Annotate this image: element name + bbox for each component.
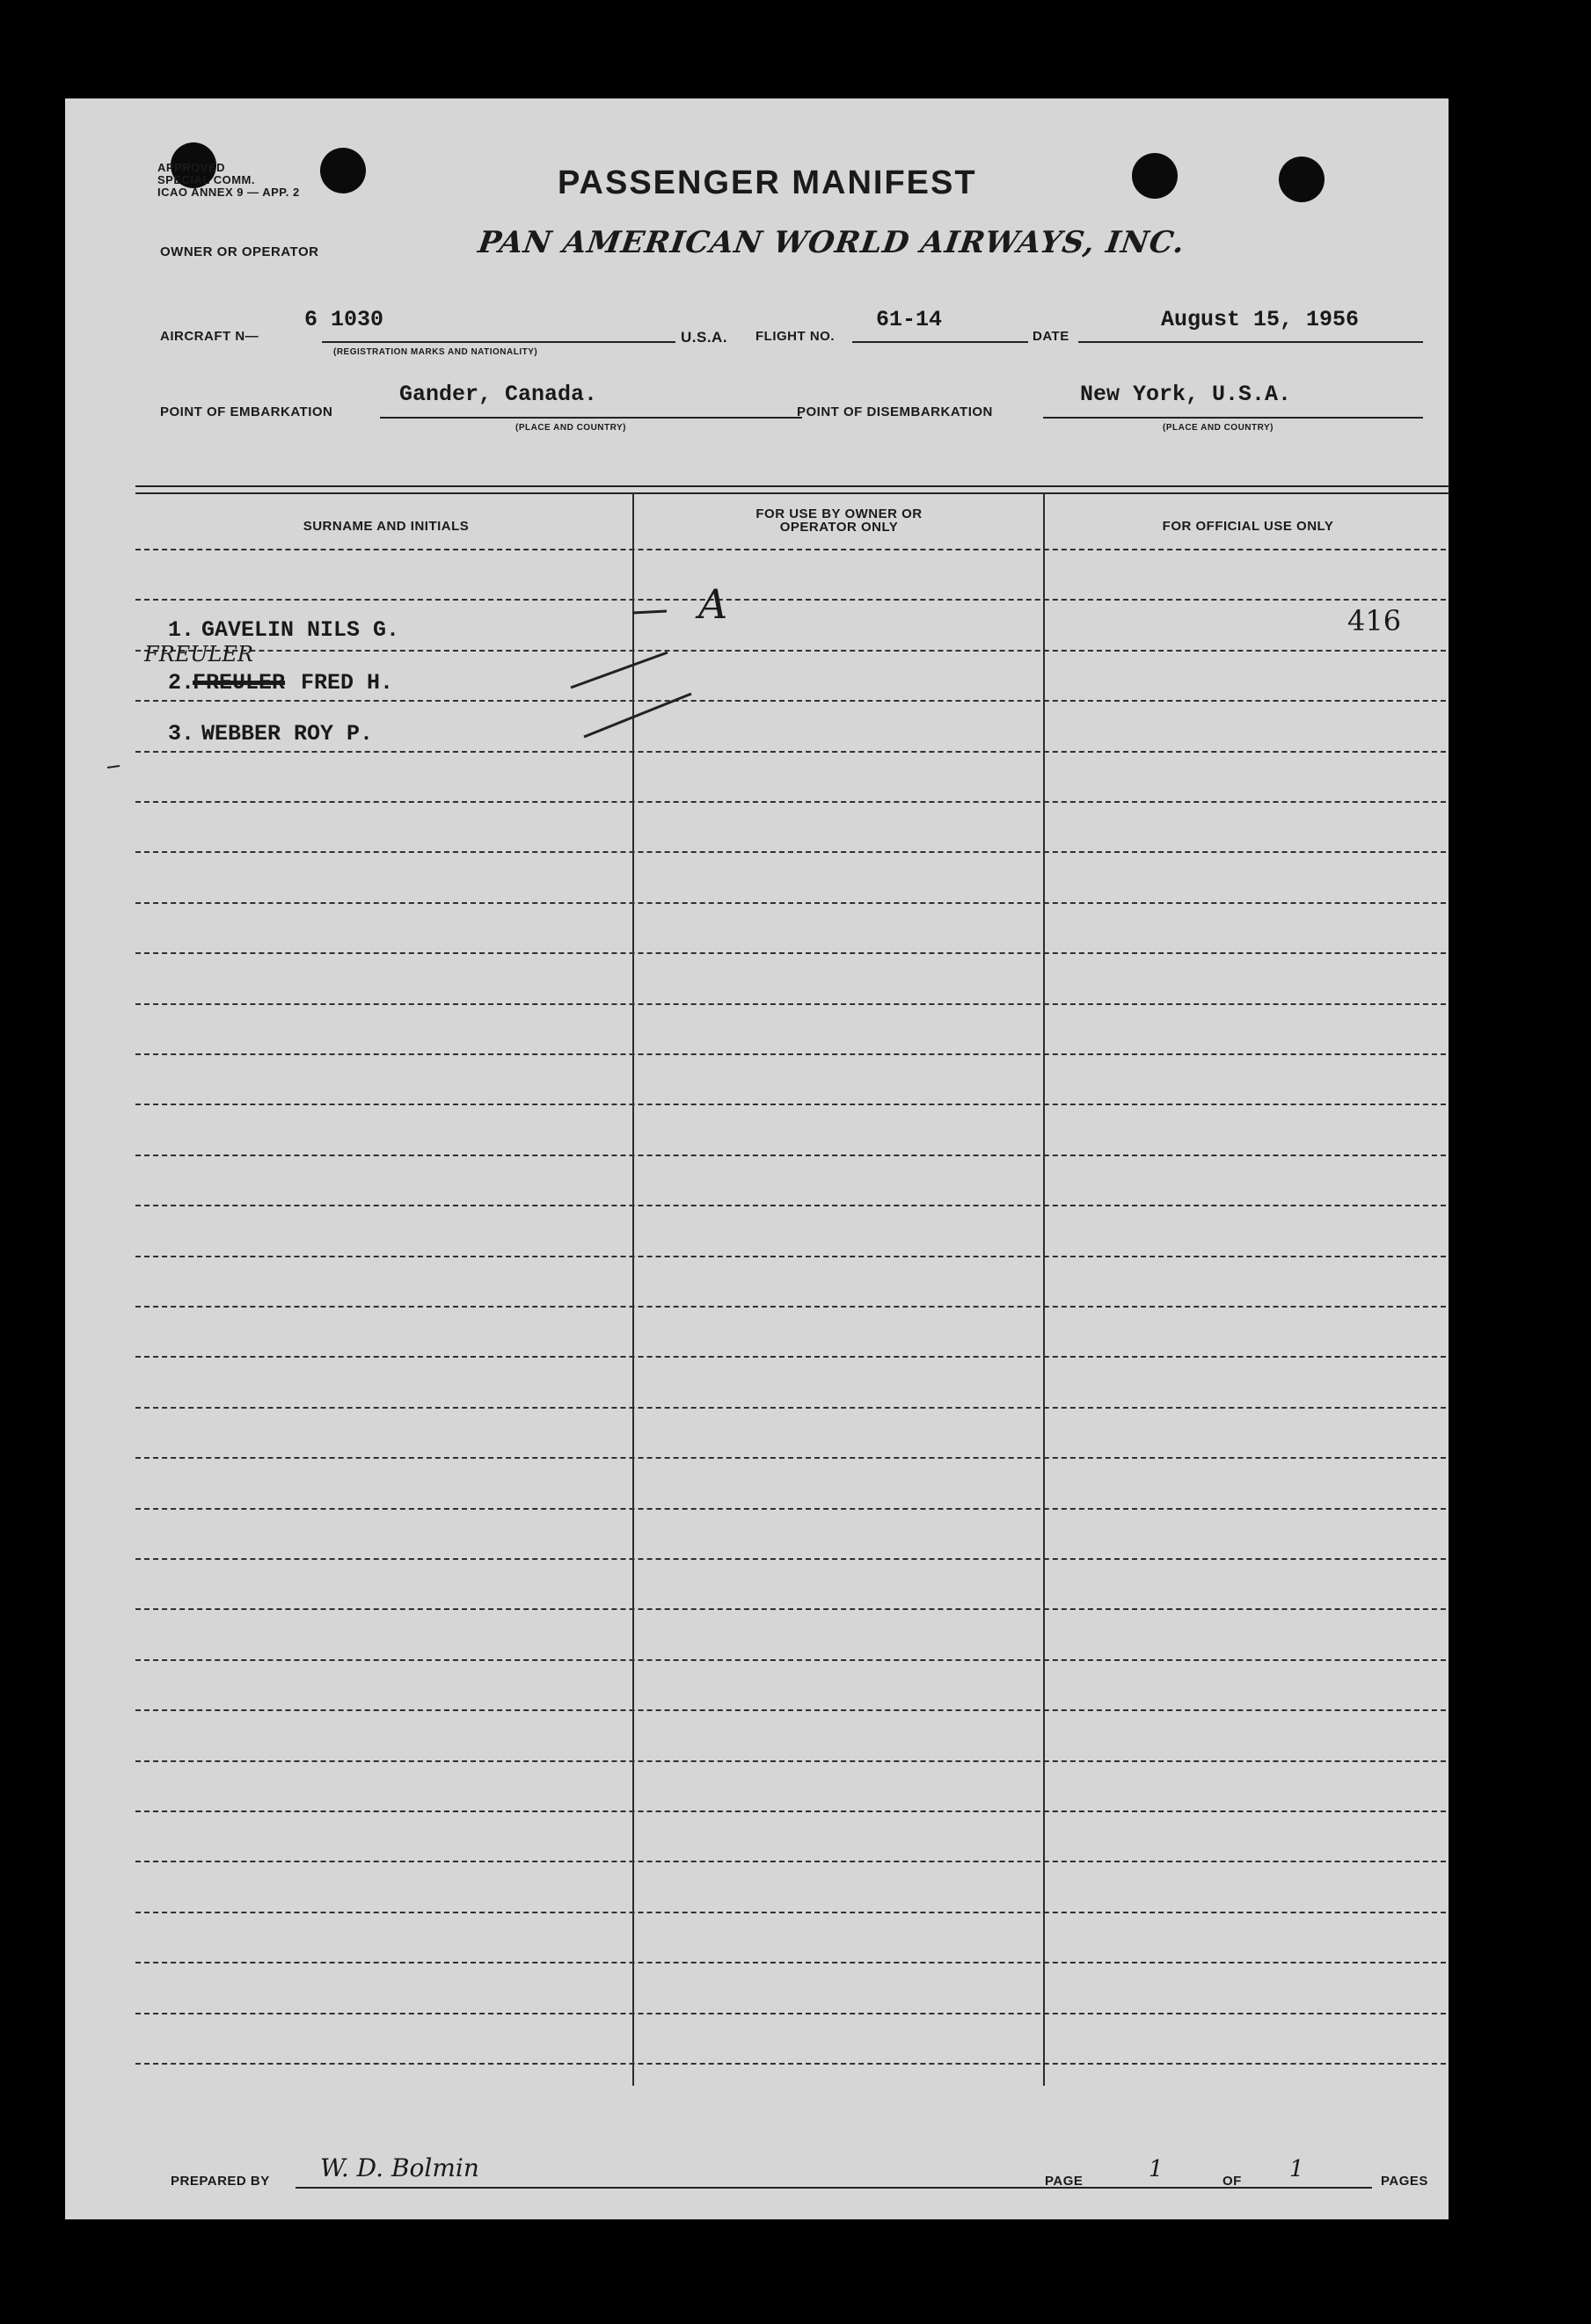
disembarkation-note: (PLACE AND COUNTRY) [1163, 423, 1274, 433]
passenger-1-name: GAVELIN NILS G. [201, 617, 400, 643]
column-header-official-use: FOR OFFICIAL USE ONLY [1162, 519, 1334, 534]
ruled-line [135, 650, 1446, 652]
column-divider-2 [1043, 492, 1045, 2086]
ruled-line [135, 700, 1446, 702]
ruled-line [135, 1104, 1446, 1105]
ruled-line [135, 1912, 1446, 1913]
ruled-line [135, 1760, 1446, 1762]
punch-hole-right-2 [1279, 157, 1325, 202]
embarkation-label: POINT OF EMBARKATION [160, 404, 333, 419]
aircraft-label: AIRCRAFT N— [160, 329, 259, 344]
passenger-2-number: 2. [168, 670, 195, 696]
ruled-line [135, 1053, 1446, 1055]
disembarkation-place: New York, U.S.A. [1080, 382, 1292, 407]
pages-label: PAGES [1381, 2174, 1428, 2189]
passenger-3-number: 3. [168, 721, 195, 747]
punch-hole-right-1 [1132, 153, 1178, 199]
disembarkation-label: POINT OF DISEMBARKATION [797, 404, 993, 419]
owner-name: PAN AMERICAN WORLD AIRWAYS, INC. [476, 225, 1187, 260]
passenger-3-name: WEBBER ROY P. [201, 721, 374, 747]
pen-stroke-2 [571, 652, 668, 688]
owner-use-mark: A [698, 580, 728, 628]
page-total: 1 [1289, 2156, 1304, 2182]
prepared-by-label: PREPARED BY [171, 2174, 270, 2189]
ruled-line [135, 1205, 1446, 1206]
margin-tick [107, 766, 120, 768]
ruled-line [135, 902, 1446, 904]
aircraft-registration: 6 1030 [304, 307, 384, 332]
page-label: PAGE [1045, 2174, 1084, 2189]
ruled-line [135, 1508, 1446, 1510]
flight-underline [852, 341, 1028, 343]
table-top-rule [135, 485, 1449, 494]
column-header-owner-use: FOR USE BY OWNER OR OPERATOR ONLY [755, 506, 923, 535]
date-underline [1078, 341, 1423, 343]
pen-stroke-1 [632, 611, 667, 613]
ruled-line [135, 1155, 1446, 1156]
manifest-form [65, 98, 1449, 2219]
ruled-line [135, 549, 1446, 550]
approval-stamp [157, 162, 300, 199]
ruled-line [135, 1356, 1446, 1358]
approval-line-3: ICAO ANNEX 9 — APP. 2 [157, 186, 300, 199]
passenger-2-name: FRED H. [301, 670, 394, 696]
of-label: OF [1222, 2174, 1242, 2189]
ruled-line [135, 1407, 1446, 1409]
ruled-line [135, 1457, 1446, 1459]
ruled-line [135, 1608, 1446, 1610]
official-use-number: 416 [1347, 604, 1402, 637]
ruled-line [135, 1003, 1446, 1005]
embarkation-note: (PLACE AND COUNTRY) [515, 423, 626, 433]
flight-number: 61-14 [876, 307, 943, 332]
ruled-line [135, 801, 1446, 803]
aircraft-underline [322, 341, 675, 343]
ruled-line [135, 1306, 1446, 1308]
ruled-line [135, 751, 1446, 753]
flight-label: FLIGHT NO. [755, 329, 835, 344]
ruled-line [135, 851, 1446, 853]
page-number: 1 [1149, 2156, 1164, 2182]
prepared-by-signature: W. D. Bolmin [320, 2153, 479, 2182]
column-divider-1 [632, 492, 634, 2086]
prepared-by-underline [296, 2187, 1110, 2189]
ruled-line [135, 1810, 1446, 1812]
flight-date: August 15, 1956 [1161, 307, 1360, 332]
ruled-line [135, 1256, 1446, 1257]
passenger-2-correction: FREULER [144, 642, 253, 667]
date-label: DATE [1033, 329, 1069, 344]
aircraft-note: (REGISTRATION MARKS AND NATIONALITY) [333, 347, 538, 357]
passenger-2-struck-surname: FREULER [193, 670, 286, 696]
ruled-line [135, 1709, 1446, 1711]
passenger-1-number: 1. [168, 617, 195, 643]
ruled-line [135, 952, 1446, 954]
ruled-line [135, 1962, 1446, 1963]
column-header-surname: SURNAME AND INITIALS [303, 519, 470, 534]
ruled-line [135, 2063, 1446, 2065]
punch-hole-left-2 [320, 148, 366, 193]
owner-label: OWNER OR OPERATOR [160, 244, 319, 259]
ruled-line [135, 599, 1446, 601]
approval-line-2: SPECIAL COMM. [157, 173, 255, 186]
nationality-label: U.S.A. [681, 329, 728, 346]
ruled-line [135, 1861, 1446, 1862]
ruled-line [135, 1558, 1446, 1560]
approval-line-1: APPROVED [157, 161, 225, 174]
embarkation-underline [380, 417, 802, 419]
pen-stroke-3 [584, 694, 691, 737]
page-underline [1089, 2187, 1372, 2189]
ruled-line [135, 1659, 1446, 1661]
embarkation-place: Gander, Canada. [399, 382, 598, 407]
ruled-line [135, 2013, 1446, 2014]
disembarkation-underline [1043, 417, 1423, 419]
page-title: PASSENGER MANIFEST [558, 164, 977, 201]
